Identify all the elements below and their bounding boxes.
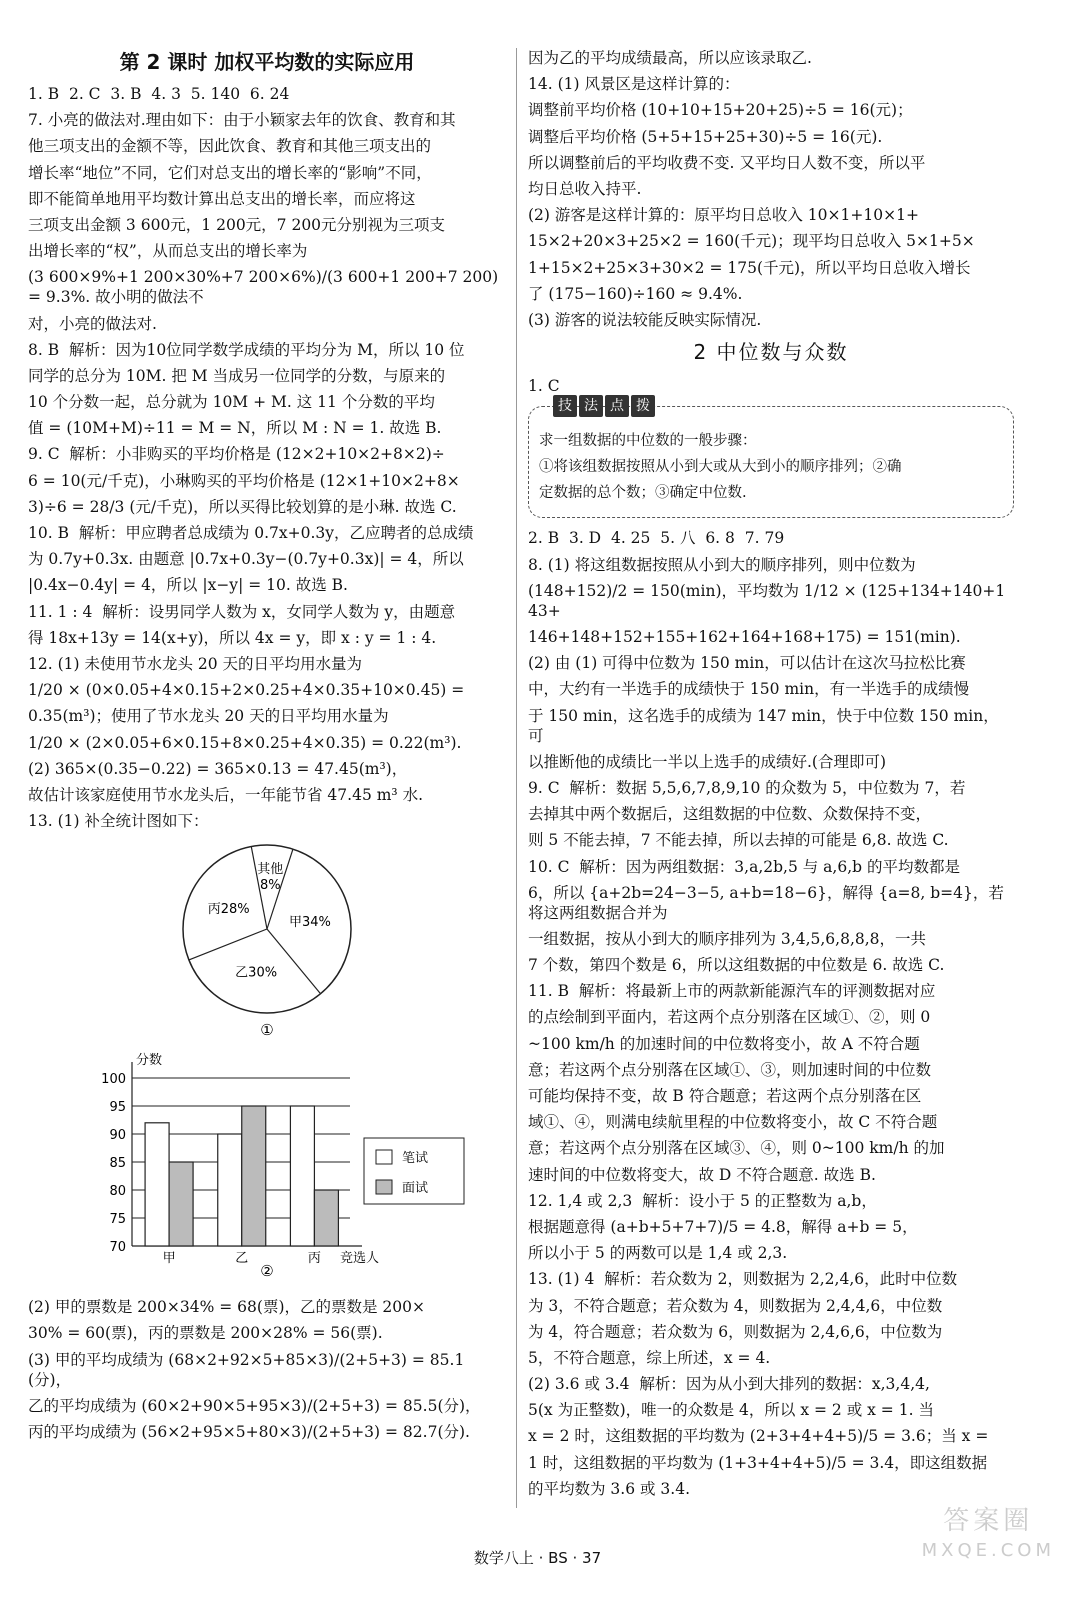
bar-figure-label: ② (260, 1262, 274, 1281)
answer-line: 30% = 60(票)，丙的票数是 200×28% = 56(票). (28, 1324, 383, 1343)
answer-line: 速时间的中位数将变大，故 D 不符合题意. 故选 B. (528, 1165, 876, 1184)
answer-line: 了 (175−160)÷160 ≈ 9.4%. (528, 284, 743, 303)
answer-line: 12. (1) 未使用节水龙头 20 天的日平均用水量为 (28, 654, 363, 673)
answer-line: 1/20 × (2×0.05+6×0.15+8×0.25+4×0.35) = 0.22(m³). (28, 733, 462, 752)
answer-line: 得 18x+13y = 14(x+y)，所以 4x = y，即 x : y = 1 : 4. (28, 628, 437, 647)
answer-line: 6 = 10(元/千克)，小琳购买的平均价格是 (12×1+10×2+8× (28, 471, 460, 490)
answer-line: 6，所以 {a+2b=24−3−5, a+b=18−6}，解得 {a=8, b=4}，若将这两组数据合并为 (528, 883, 1004, 922)
pie-figure-label: ① (260, 1021, 274, 1040)
tip-tag-char: 法 (579, 395, 603, 417)
tip-line: 求一组数据的中位数的一般步骤： (539, 432, 757, 449)
y-tick-label: 75 (109, 1212, 126, 1228)
answer-line: 意；若这两个点分别落在区域①、③，则加速时间的中位数 (528, 1060, 932, 1079)
pie-slice-edge (189, 929, 267, 960)
answer-line: 0.35(m³)；使用了节水龙头 20 天的日平均用水量为 (28, 707, 389, 726)
section-title: 2 中位数与众数 (693, 339, 849, 364)
answer-line: 7. 小亮的做法对.理由如下：由于小颖家去年的饮食、教育和其 (28, 111, 456, 130)
answer-line: 13. (1) 4 解析：若众数为 2，则数据为 2,2,4,6，此时中位数 (528, 1270, 958, 1289)
answer-line: 对，小亮的做法对. (28, 314, 157, 333)
pie-slice-edge (267, 929, 321, 994)
answer-line: 11. B 解析：将最新上市的两款新能源汽车的评测数据对应 (528, 982, 936, 1001)
answer-line: 所以调整前后的平均收费不变. 又平均日人数不变，所以平 (528, 153, 926, 172)
answer-line: 9. C 解析：小非购买的平均价格是 (12×2+10×2+8×2)÷ (28, 445, 445, 464)
legend-label: 面试 (402, 1181, 429, 1197)
y-axis-label: 分数 (136, 1053, 163, 1069)
tip-tag-char: 拨 (631, 395, 655, 417)
bar-笔试 (290, 1106, 314, 1246)
answer-line: 14. (1) 风景区是这样计算的： (528, 75, 740, 94)
answer-line: 调整前平均价格 (10+10+15+20+25)÷5 = 16(元)； (528, 101, 913, 120)
answer-line: 故估计该家庭使用节水龙头后，一年能节省 47.45 m³ 水. (28, 785, 423, 804)
left-column (28, 48, 506, 1448)
answer-line: 1. B 2. C 3. B 4. 3 5. 140 6. 24 (28, 85, 290, 103)
right-column (528, 48, 1014, 1505)
tip-tag-char: 点 (605, 395, 629, 417)
answer-line: 10. B 解析：甲应聘者总成绩为 0.7x+0.3y，乙应聘者的总成绩 (28, 524, 474, 542)
x-tick-label: 丙 (307, 1251, 321, 1267)
answer-line: 5，不符合题意，综上所述，x = 4. (528, 1348, 771, 1367)
answer-line: 8. B 解析：因为10位同学数学成绩的平均分为 M，所以 10 位 (28, 340, 465, 359)
answer-line: 值 = (10M+M)÷11 = M = N，所以 M : N = 1. 故选 B. (28, 419, 442, 438)
pie-figure (28, 837, 506, 1046)
tip-line: 定数据的总个数；③确定中位数. (539, 485, 747, 502)
bar-笔试 (218, 1134, 242, 1246)
y-tick-label: 80 (109, 1184, 126, 1200)
y-tick-label: 100 (101, 1072, 126, 1088)
left-answer-block (28, 84, 506, 831)
answer-line: (2) 游客是这样计算的：原平均日总收入 10×1+10×1+ (528, 206, 919, 225)
answer-line: (2) 365×(0.35−0.22) = 365×0.13 = 47.45(m³)， (28, 759, 408, 778)
pie-slice-value: 8% (259, 878, 281, 894)
answer-line: |0.4x−0.4y| = 4，所以 |x−y| = 10. 故选 B. (28, 576, 348, 595)
answer-line: 调整后平均价格 (5+5+15+25+30)÷5 = 16(元). (528, 127, 883, 146)
answer-line: ~100 km/h 的加速时间的中位数将变小，故 A 不符合题 (528, 1034, 920, 1053)
answer-line: 为 0.7y+0.3x. 由题意 |0.7x+0.3y−(0.7y+0.3x)| = 4，所以 (28, 550, 464, 569)
answer-line: 13. (1) 补全统计图如下： (28, 812, 209, 831)
lesson-title: 第 2 课时 加权平均数的实际应用 (119, 50, 415, 74)
y-tick-label: 70 (109, 1240, 126, 1256)
answer-line: 出增长率的“权”，从而总支出的增长率为 (28, 242, 308, 261)
answer-line: 去掉其中两个数据后，这组数据的中位数、众数保持不变， (528, 805, 932, 824)
answer-line: 1+15×2+25×3+30×2 = 175(千元)，所以平均日总收入增长 (528, 258, 971, 277)
answer-line: (2) 3.6 或 3.4 解析：因为从小到大排列的数据：x,3,4,4, (528, 1375, 930, 1394)
answer-line: 5(x 为正整数)，唯一的众数是 4，所以 x = 2 或 x = 1. 当 (528, 1401, 934, 1420)
watermark-text: 答案圈 (943, 1506, 1034, 1536)
right-answer-block-bottom (528, 528, 1014, 1498)
answer-line: 的平均数为 3.6 或 3.4. (528, 1479, 691, 1498)
answer-line: 2. B 3. D 4. 25 5. 八 6. 8 7. 79 (528, 529, 785, 548)
answer-line: (148+152)/2 = 150(min)，平均数为 1/12 × (125+134+140+143+ (528, 581, 1006, 620)
answer-line: 8. (1) 将这组数据按照从小到大的顺序排列，则中位数为 (528, 555, 916, 574)
watermark-url: MXQE.COM (921, 1540, 1055, 1561)
legend-swatch (376, 1180, 392, 1194)
bar-面试 (242, 1106, 266, 1246)
answer-line: 的点绘制到平面内，若这两个点分别落在区域①、②，则 0 (528, 1008, 931, 1027)
bar-面试 (314, 1190, 338, 1246)
answer-line: 可能均保持不变，故 B 符合题意；若这两个点分别落在区 (528, 1087, 922, 1105)
column-divider (516, 48, 517, 1508)
answer-line: 意；若这两个点分别落在区域③、④，则 0~100 km/h 的加 (528, 1139, 945, 1158)
answer-line: 于 150 min，这名选手的成绩为 147 min，快于中位数 150 min，可 (528, 706, 999, 745)
answer-line: 7 个数，第四个数是 6，所以这组数据的中位数是 6. 故选 C. (528, 956, 945, 975)
answer-line: 15×2+20×3+25×2 = 160(千元)；现平均日总收入 5×1+5× (528, 232, 975, 251)
answer-line: 根据题意得 (a+b+5+7+7)/5 = 4.8，解得 a+b = 5， (528, 1217, 918, 1236)
y-tick-label: 85 (109, 1156, 126, 1172)
answer-line: 因为乙的平均成绩最高，所以应该录取乙. (528, 49, 812, 67)
answer-line: 一组数据，按从小到大的顺序排列为 3,4,5,6,8,8,8，一共 (528, 929, 927, 948)
bar-figure (28, 1052, 506, 1291)
tip-text (539, 431, 1003, 503)
answer-line: (3) 游客的说法较能反映实际情况. (528, 310, 762, 329)
bar-笔试 (145, 1123, 169, 1246)
y-tick-label: 95 (109, 1100, 126, 1116)
answer-line: 146+148+152+155+162+164+168+175) = 151(min). (528, 628, 961, 646)
answer-line: 3)÷6 = 28/3 (元/千克)，所以买得比较划算的是小琳. 故选 C. (28, 497, 457, 516)
answer-line: (2) 由 (1) 可得中位数为 150 min，可以估计在这次马拉松比赛 (528, 654, 966, 673)
watermark (922, 1506, 1055, 1566)
pie-slice-label: 甲34% (288, 915, 331, 931)
pie-slice-label: 其他 (257, 862, 284, 878)
answer-line: 他三项支出的金额不等，因此饮食、教育和其他三项支出的 (28, 137, 432, 156)
answer-line: 丙的平均成绩为 (56×2+95×5+80×3)/(2+5+3) = 82.7(分). (28, 1423, 470, 1441)
bar-chart (28, 1052, 506, 1287)
answer-line: 所以小于 5 的两数可以是 1,4 或 2,3. (528, 1244, 788, 1263)
page-footer: 数学八上 · BS · 37 (473, 1549, 602, 1567)
answer-line: 10 个分数一起，总分就为 10M + M. 这 11 个分数的平均 (28, 393, 435, 412)
x-axis-label: 竞选人 (340, 1251, 380, 1267)
tip-tag (553, 395, 655, 417)
answer-line: 9. C 解析：数据 5,5,6,7,8,9,10 的众数为 5，中位数为 7，若 (528, 778, 966, 797)
answer-line: 增长率“地位”不同，它们对总支出的增长率的“影响”不同， (28, 163, 432, 182)
tip-line: ①将该组数据按照从小到大或从大到小的顺序排列；②确 (539, 459, 902, 476)
left-answer-block-2 (28, 1297, 506, 1442)
answer-line: 为 4，符合题意；若众数为 6，则数据为 2,4,6,6，中位数为 (528, 1322, 943, 1341)
tip-box (528, 397, 1014, 519)
answer-line: 同学的总分为 10M. 把 M 当成另一位同学的分数，与原来的 (28, 366, 446, 385)
answer-line: 以推断他的成绩比一半以上选手的成绩好.(合理即可) (528, 752, 887, 771)
answer-line: 三项支出金额 3 600元，1 200元，7 200元分别视为三项支 (28, 215, 446, 234)
answer-line: 则 5 不能去掉，7 不能去掉，所以去掉的可能是 6,8. 故选 C. (528, 831, 949, 850)
answer-line: 10. C 解析：因为两组数据：3,a,2b,5 与 a,6,b 的平均数都是 (528, 857, 960, 876)
answer-line: (3) 甲的平均成绩为 (68×2+92×5+85×3)/(2+5+3) = 85.1(分)， (28, 1350, 465, 1389)
answer-line: 为 3，不符合题意；若众数为 4，则数据为 2,4,4,6，中位数 (528, 1296, 943, 1315)
bar-面试 (169, 1162, 193, 1246)
answer-line: 1/20 × (0×0.05+4×0.15+2×0.25+4×0.35+10×0.45) = (28, 681, 465, 700)
pie-slice-label: 丙28% (207, 902, 250, 918)
tip-tag-char: 技 (553, 395, 577, 417)
legend-swatch (376, 1150, 392, 1164)
answer-line: 12. 1,4 或 2,3 解析：设小于 5 的正整数为 a,b， (528, 1191, 877, 1210)
answer-line: 1. C (528, 376, 560, 395)
answer-line: 中，大约有一半选手的成绩快于 150 min，有一半选手的成绩慢 (528, 680, 970, 699)
answer-line: 即不能简单地用平均数计算出总支出的增长率，而应将这 (28, 189, 416, 208)
y-tick-label: 90 (109, 1128, 126, 1144)
answer-line: x = 2 时，这组数据的平均数为 (2+3+4+4+5)/5 = 3.6；当 x = (528, 1427, 989, 1446)
x-tick-label: 甲 (162, 1251, 176, 1267)
answer-line: 1 时，这组数据的平均数为 (1+3+4+4+5)/5 = 3.4，即这组数据 (528, 1453, 988, 1472)
pie-chart (28, 837, 506, 1042)
answer-line: 11. 1 : 4 解析：设男同学人数为 x，女同学人数为 y，由题意 (28, 602, 456, 621)
legend-label: 笔试 (402, 1151, 429, 1167)
answer-line: 均日总收入持平. (528, 179, 642, 198)
pie-slice-label: 乙30% (235, 965, 278, 981)
answer-line: (3 600×9%+1 200×30%+7 200×6%)/(3 600+1 200+7 200) = 9.3%. 故小明的做法不 (28, 268, 504, 307)
x-tick-label: 乙 (235, 1251, 249, 1267)
answer-line: (2) 甲的票数是 200×34% = 68(票)，乙的票数是 200× (28, 1298, 425, 1317)
answer-line: 域①、④，则满电续航里程的中位数将变小，故 C 不符合题 (528, 1113, 938, 1132)
answer-line: 乙的平均成绩为 (60×2+90×5+95×3)/(2+5+3) = 85.5(分)， (28, 1396, 481, 1415)
right-answer-block-top (528, 48, 1014, 330)
